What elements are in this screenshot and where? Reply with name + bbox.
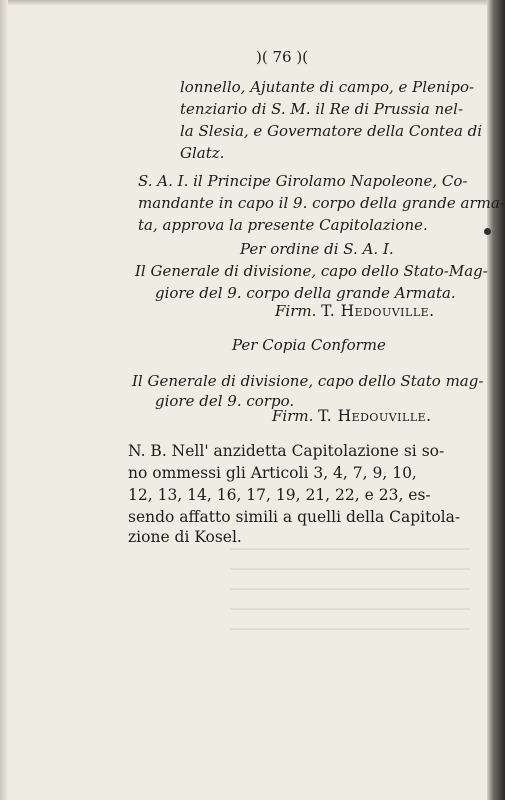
ink-spot xyxy=(484,228,491,235)
note-line: zione di Kosel. xyxy=(128,528,242,546)
page-left-edge xyxy=(0,0,8,800)
note-line: 12, 13, 14, 16, 17, 19, 21, 22, e 23, es- xyxy=(128,486,431,504)
text-line: Il Generale di divisione, capo dello Stato-Mag- xyxy=(135,262,488,280)
signatory-name: T. Hedouville. xyxy=(321,302,435,320)
text-line: lonnello, Ajutante di campo, e Plenipo- xyxy=(180,78,475,96)
note-line: N. B. Nell' anzidetta Capitolazione si so- xyxy=(128,442,445,460)
note-line: no ommessi gli Articoli 3, 4, 7, 9, 10, xyxy=(128,464,417,482)
text-line: giore del 9. corpo della grande Armata. xyxy=(155,284,456,302)
signature-line xyxy=(272,407,432,425)
signatory-name: T. Hedouville. xyxy=(318,407,432,425)
text-line: tenziario di S. M. il Re di Prussia nel- xyxy=(180,100,464,118)
signature-line xyxy=(275,302,435,320)
page-top-shadow xyxy=(0,0,505,6)
note-line: sendo affatto simili a quelli della Capitola- xyxy=(128,508,461,526)
text-line: giore del 9. corpo. xyxy=(155,392,295,410)
text-line: mandante in capo il 9. corpo della grande arma- xyxy=(138,194,505,212)
page-right-edge xyxy=(487,0,505,800)
firm-label: Firm. xyxy=(275,302,317,320)
show-through-text xyxy=(230,530,470,640)
text-line: la Slesia, e Governatore della Contea di xyxy=(180,122,483,140)
text-line: Il Generale di divisione, capo dello Stato mag- xyxy=(132,372,484,390)
text-line: Glatz. xyxy=(180,144,225,162)
order-line: Per ordine di S. A. I. xyxy=(240,240,394,258)
firm-label: Firm. xyxy=(272,407,314,425)
copy-heading: Per Copia Conforme xyxy=(232,336,386,354)
text-line: S. A. I. il Principe Girolamo Napoleone, Co- xyxy=(138,172,468,190)
page-number: )( 76 )( xyxy=(256,48,309,66)
text-line: ta, approva la presente Capitolazione. xyxy=(138,216,428,234)
